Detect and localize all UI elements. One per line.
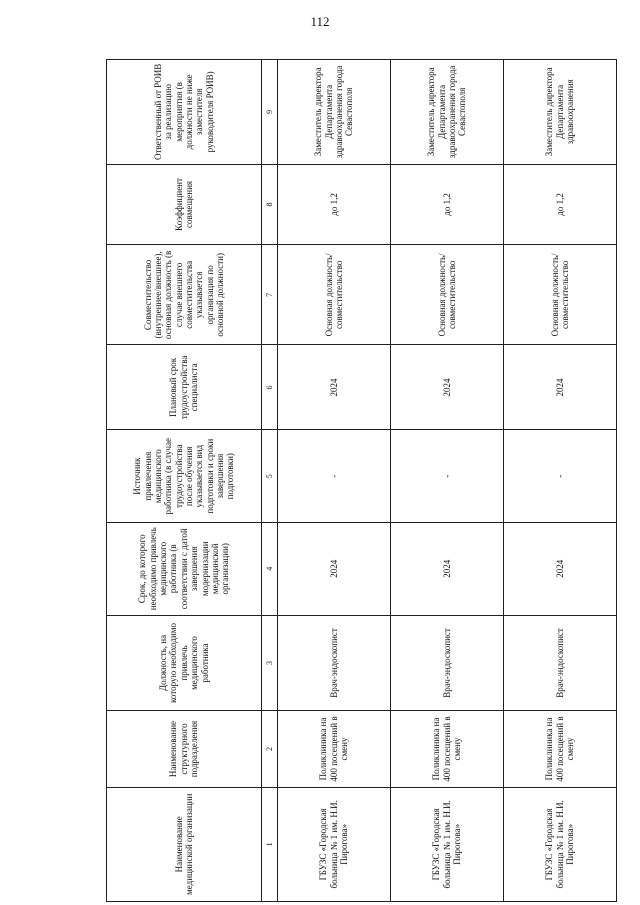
column-number: 4: [262, 522, 278, 615]
deadline-cell: 2024: [391, 522, 504, 615]
header-cell: Срок, до которого необходимо привлечь медицинского работника (в соответствии с датой завершения модернизации медицинской организации): [107, 522, 262, 615]
column-number: 9: [262, 60, 278, 165]
planned-date-cell: 2024: [391, 345, 504, 430]
deadline-cell: 2024: [278, 522, 391, 615]
position-cell: Врач-эндоскопист: [391, 615, 504, 711]
column-number: 2: [262, 711, 278, 787]
responsible-cell: Заместитель директора Департамента здравоохранения города Севастополя: [278, 60, 391, 165]
table-row: [391, 60, 504, 902]
position-cell: Врач-эндоскопист: [278, 615, 391, 711]
column-number: 8: [262, 164, 278, 245]
column-number: 3: [262, 615, 278, 711]
responsible-cell: Заместитель директора Департамента здравоохранения: [504, 60, 617, 165]
header-cell: Плановый срок трудоустройства специалиста: [107, 345, 262, 430]
combination-cell: Основная должность/ совместительство: [278, 245, 391, 345]
rotated-table-container: [106, 63, 606, 902]
organization-cell: ГБУЗС «Городская больница № 1 им. Н.И. Пирогова»: [504, 787, 617, 901]
coefficient-cell: до 1,2: [278, 164, 391, 245]
source-cell: -: [278, 430, 391, 523]
source-cell: -: [391, 430, 504, 523]
responsible-cell: Заместитель директора Департамента здравоохранения города Севастополя: [391, 60, 504, 165]
page-number: 112: [310, 14, 330, 29]
planned-date-cell: 2024: [278, 345, 391, 430]
combination-cell: Основная должность/ совместительство: [391, 245, 504, 345]
combination-cell: Основная должность/ совместительство: [504, 245, 617, 345]
header-cell: Ответственный от РОИВ за реализацию мероприятия (в должности не ниже заместителя руководителя РОИВ): [107, 60, 262, 165]
organization-cell: ГБУЗС «Городская больница № 1 им. Н.И. Пирогова»: [278, 787, 391, 901]
table-row: [278, 60, 391, 902]
coefficient-cell: до 1,2: [391, 164, 504, 245]
header-cell: Коэффициент совмещения: [107, 164, 262, 245]
department-cell: Поликлиника на 400 посещений в смену: [391, 711, 504, 787]
header-cell: Источник привлечения медицинского работника (в случае трудоустройства после обучения указывается вид подготовки и сроки завершения подготовки): [107, 430, 262, 523]
department-cell: Поликлиника на 400 посещений в смену: [504, 711, 617, 787]
column-number: 5: [262, 430, 278, 523]
column-number: 7: [262, 245, 278, 345]
column-number-row: [262, 60, 278, 902]
coefficient-cell: до 1,2: [504, 164, 617, 245]
header-cell: Наименование медицинской организации: [107, 787, 262, 901]
planned-date-cell: 2024: [504, 345, 617, 430]
table-row: [504, 60, 617, 902]
department-cell: Поликлиника на 400 посещений в смену: [278, 711, 391, 787]
table-header-row: [107, 60, 262, 902]
organization-cell: ГБУЗС «Городская больница № 1 им. Н.И. Пирогова»: [391, 787, 504, 901]
workforce-table: [106, 59, 617, 902]
deadline-cell: 2024: [504, 522, 617, 615]
column-number: 6: [262, 345, 278, 430]
source-cell: -: [504, 430, 617, 523]
header-cell: Должность, на которую необходимо привлечь медицинского работника: [107, 615, 262, 711]
header-cell: Совместительство (внутреннее/внешнее), основная должность (в случае внешнего совместительства указывается организация по основной должности): [107, 245, 262, 345]
header-cell: Наименование структурного подразделения: [107, 711, 262, 787]
position-cell: Врач-эндоскопист: [504, 615, 617, 711]
column-number: 1: [262, 787, 278, 901]
